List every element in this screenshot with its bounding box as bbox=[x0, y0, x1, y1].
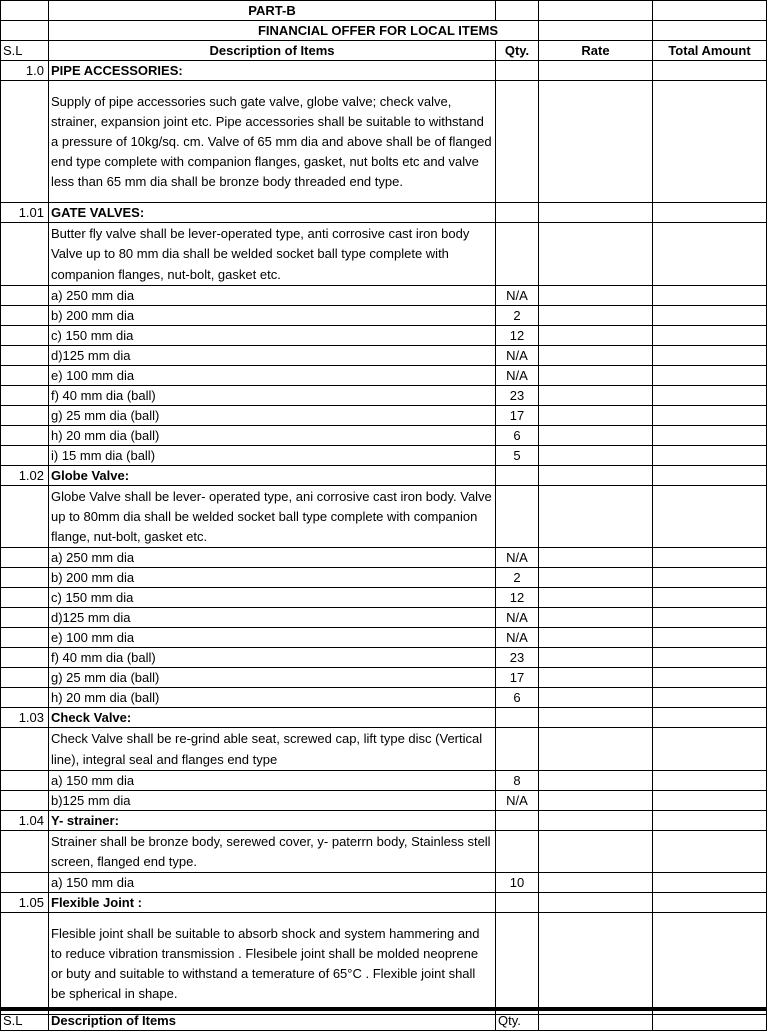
total-cell bbox=[653, 913, 767, 1015]
item-label: g) 25 mm dia (ball) bbox=[49, 405, 496, 425]
item-label: h) 20 mm dia (ball) bbox=[49, 425, 496, 445]
rate-cell bbox=[539, 770, 653, 790]
qty-cell: 12 bbox=[496, 588, 539, 608]
item-row bbox=[1, 873, 767, 893]
next-col-header-description: Description of Items bbox=[49, 1011, 496, 1031]
item-row bbox=[1, 608, 767, 628]
item-label: d)125 mm dia bbox=[49, 608, 496, 628]
rate-cell bbox=[539, 648, 653, 668]
rate-cell bbox=[539, 830, 653, 872]
total-cell bbox=[653, 385, 767, 405]
rate-cell bbox=[539, 485, 653, 548]
qty-cell: N/A bbox=[496, 608, 539, 628]
rate-cell bbox=[539, 728, 653, 770]
rate-cell bbox=[539, 568, 653, 588]
total-cell bbox=[653, 81, 767, 203]
page-title: FINANCIAL OFFER FOR LOCAL ITEMS bbox=[49, 21, 539, 41]
item-row bbox=[1, 568, 767, 588]
sl-cell bbox=[1, 830, 49, 872]
item-label: h) 20 mm dia (ball) bbox=[49, 688, 496, 708]
item-row bbox=[1, 628, 767, 648]
rate-cell bbox=[539, 893, 653, 913]
sl-cell bbox=[1, 648, 49, 668]
rate-cell bbox=[539, 345, 653, 365]
total-cell bbox=[653, 445, 767, 465]
section-title: Flexible Joint : bbox=[49, 893, 496, 913]
qty-cell bbox=[496, 485, 539, 548]
description-row bbox=[1, 485, 767, 548]
sl-cell bbox=[1, 728, 49, 770]
rate-cell bbox=[539, 790, 653, 810]
rate-cell bbox=[539, 445, 653, 465]
sl-cell bbox=[1, 873, 49, 893]
rate-cell bbox=[539, 61, 653, 81]
sl-cell bbox=[1, 770, 49, 790]
qty-cell bbox=[496, 203, 539, 223]
sl-cell bbox=[1, 568, 49, 588]
rate-cell bbox=[539, 668, 653, 688]
item-row bbox=[1, 285, 767, 305]
qty-cell: N/A bbox=[496, 285, 539, 305]
sl-cell: 1.03 bbox=[1, 708, 49, 728]
section-row bbox=[1, 708, 767, 728]
total-cell bbox=[653, 648, 767, 668]
sl-cell bbox=[1, 405, 49, 425]
item-label: f) 40 mm dia (ball) bbox=[49, 385, 496, 405]
rate-cell bbox=[539, 548, 653, 568]
sl-cell bbox=[1, 628, 49, 648]
total-cell bbox=[653, 810, 767, 830]
total-cell bbox=[653, 608, 767, 628]
item-label: c) 150 mm dia bbox=[49, 325, 496, 345]
qty-cell: 6 bbox=[496, 425, 539, 445]
item-label: g) 25 mm dia (ball) bbox=[49, 668, 496, 688]
total-cell bbox=[653, 628, 767, 648]
item-label: e) 100 mm dia bbox=[49, 628, 496, 648]
sl-cell bbox=[1, 345, 49, 365]
total-cell bbox=[653, 770, 767, 790]
item-label: c) 150 mm dia bbox=[49, 588, 496, 608]
total-cell bbox=[653, 365, 767, 385]
item-row bbox=[1, 668, 767, 688]
total-cell bbox=[653, 325, 767, 345]
rate-cell bbox=[539, 405, 653, 425]
sl-cell bbox=[1, 485, 49, 548]
total-cell bbox=[653, 568, 767, 588]
qty-cell: N/A bbox=[496, 790, 539, 810]
item-row bbox=[1, 790, 767, 810]
sl-cell: 1.05 bbox=[1, 893, 49, 913]
qty-cell bbox=[496, 893, 539, 913]
rate-cell bbox=[539, 628, 653, 648]
section-title: PIPE ACCESSORIES: bbox=[49, 61, 496, 81]
total-cell bbox=[653, 548, 767, 568]
item-description: Flesible joint shall be suitable to absorb shock and system hammering and to reduce vibration transmission . Flesibele joint shall be molded neoprene or buty and suitable to withstand a temerature of 65°C . Flexible joint shall be spherical in shape. bbox=[49, 913, 496, 1015]
item-row bbox=[1, 345, 767, 365]
sl-cell: 1.01 bbox=[1, 203, 49, 223]
description-row bbox=[1, 830, 767, 872]
rate-cell bbox=[539, 325, 653, 345]
qty-cell: N/A bbox=[496, 628, 539, 648]
item-description: Globe Valve shall be lever- operated type, ani corrosive cast iron body. Valve up to 80mm dia shall be welded socket ball type complete with companion flange, nut-bolt, gasket etc. bbox=[49, 485, 496, 548]
sl-cell bbox=[1, 668, 49, 688]
sl-cell bbox=[1, 588, 49, 608]
qty-cell: 10 bbox=[496, 873, 539, 893]
description-row bbox=[1, 728, 767, 770]
total-cell bbox=[653, 305, 767, 325]
item-label: a) 250 mm dia bbox=[49, 285, 496, 305]
qty-cell: N/A bbox=[496, 345, 539, 365]
item-label: b)125 mm dia bbox=[49, 790, 496, 810]
item-label: e) 100 mm dia bbox=[49, 365, 496, 385]
qty-cell bbox=[496, 728, 539, 770]
rate-cell bbox=[539, 425, 653, 445]
sl-cell: 1.02 bbox=[1, 465, 49, 485]
rate-cell bbox=[539, 203, 653, 223]
item-label: a) 150 mm dia bbox=[49, 770, 496, 790]
next-page-header bbox=[0, 1010, 767, 1031]
total-cell bbox=[653, 485, 767, 548]
section-row bbox=[1, 893, 767, 913]
item-label: b) 200 mm dia bbox=[49, 305, 496, 325]
total-cell bbox=[653, 285, 767, 305]
section-row bbox=[1, 465, 767, 485]
qty-cell: 23 bbox=[496, 385, 539, 405]
item-row bbox=[1, 445, 767, 465]
section-title: Check Valve: bbox=[49, 708, 496, 728]
qty-cell: 17 bbox=[496, 668, 539, 688]
description-row bbox=[1, 81, 767, 203]
total-cell bbox=[653, 203, 767, 223]
rate-cell bbox=[539, 305, 653, 325]
total-cell bbox=[653, 873, 767, 893]
qty-cell: 8 bbox=[496, 770, 539, 790]
qty-cell bbox=[496, 810, 539, 830]
rate-cell bbox=[539, 608, 653, 628]
qty-cell: 23 bbox=[496, 648, 539, 668]
rate-cell bbox=[539, 810, 653, 830]
qty-cell: 2 bbox=[496, 568, 539, 588]
item-label: f) 40 mm dia (ball) bbox=[49, 648, 496, 668]
rate-cell bbox=[539, 588, 653, 608]
item-description: Supply of pipe accessories such gate valve, globe valve; check valve, strainer, expansion joint etc. Pipe accessories shall be suitable to withstand a pressure of 10kg/sq. cm. Valve of 65 mm dia and above shall be of flanged end type complete with companion flanges, gasket, nut bolts etc and valve less than 65 mm dia shall be bronze body threaded end type. bbox=[49, 81, 496, 203]
qty-cell bbox=[496, 61, 539, 81]
sl-cell: 1.0 bbox=[1, 61, 49, 81]
rate-cell bbox=[539, 385, 653, 405]
total-cell bbox=[653, 728, 767, 770]
item-row bbox=[1, 548, 767, 568]
sl-cell bbox=[1, 688, 49, 708]
item-label: b) 200 mm dia bbox=[49, 568, 496, 588]
section-title: GATE VALVES: bbox=[49, 203, 496, 223]
sl-cell bbox=[1, 608, 49, 628]
rate-cell bbox=[539, 708, 653, 728]
item-label: a) 150 mm dia bbox=[49, 873, 496, 893]
total-cell bbox=[653, 345, 767, 365]
item-row bbox=[1, 405, 767, 425]
total-cell bbox=[653, 893, 767, 913]
section-row bbox=[1, 61, 767, 81]
item-row bbox=[1, 770, 767, 790]
qty-cell bbox=[496, 830, 539, 872]
rate-cell bbox=[539, 285, 653, 305]
item-row bbox=[1, 325, 767, 345]
rate-cell bbox=[539, 873, 653, 893]
sl-cell bbox=[1, 425, 49, 445]
total-cell bbox=[653, 405, 767, 425]
description-row bbox=[1, 223, 767, 286]
total-cell bbox=[653, 688, 767, 708]
qty-cell bbox=[496, 913, 539, 1015]
item-label: a) 250 mm dia bbox=[49, 548, 496, 568]
item-description: Butter fly valve shall be lever-operated type, anti corrosive cast iron body Valve up to 80 mm dia shall be welded socket ball type complete with companion flanges, nut-bolt, gasket etc. bbox=[49, 223, 496, 286]
rate-cell bbox=[539, 365, 653, 385]
rate-cell bbox=[539, 688, 653, 708]
item-label: i) 15 mm dia (ball) bbox=[49, 445, 496, 465]
sl-cell bbox=[1, 81, 49, 203]
item-row bbox=[1, 425, 767, 445]
section-title: Y- strainer: bbox=[49, 810, 496, 830]
sl-cell bbox=[1, 325, 49, 345]
item-row bbox=[1, 365, 767, 385]
total-cell bbox=[653, 708, 767, 728]
total-cell bbox=[653, 790, 767, 810]
qty-cell bbox=[496, 223, 539, 286]
qty-cell bbox=[496, 708, 539, 728]
total-cell bbox=[653, 588, 767, 608]
item-label: d)125 mm dia bbox=[49, 345, 496, 365]
qty-cell: 12 bbox=[496, 325, 539, 345]
sl-cell bbox=[1, 385, 49, 405]
sl-cell bbox=[1, 365, 49, 385]
section-title: Globe Valve: bbox=[49, 465, 496, 485]
item-row bbox=[1, 688, 767, 708]
sl-cell bbox=[1, 548, 49, 568]
sl-cell bbox=[1, 305, 49, 325]
total-cell bbox=[653, 465, 767, 485]
col-header-sl: S.L bbox=[1, 41, 49, 61]
section-row bbox=[1, 810, 767, 830]
item-row bbox=[1, 305, 767, 325]
next-col-header-sl: S.L bbox=[1, 1011, 49, 1031]
rate-cell bbox=[539, 913, 653, 1015]
item-row bbox=[1, 588, 767, 608]
sl-cell: 1.04 bbox=[1, 810, 49, 830]
rate-cell bbox=[539, 223, 653, 286]
qty-cell: N/A bbox=[496, 548, 539, 568]
total-cell bbox=[653, 668, 767, 688]
next-col-header-qty: Qty. bbox=[496, 1011, 539, 1031]
qty-cell bbox=[496, 465, 539, 485]
qty-cell: 6 bbox=[496, 688, 539, 708]
qty-cell: 5 bbox=[496, 445, 539, 465]
col-header-qty: Qty. bbox=[496, 41, 539, 61]
sl-cell bbox=[1, 223, 49, 286]
item-row bbox=[1, 385, 767, 405]
item-description: Strainer shall be bronze body, serewed cover, y- paterrn body, Stainless stell screen, flanged end type. bbox=[49, 830, 496, 872]
part-label: PART-B bbox=[49, 1, 496, 21]
sl-cell bbox=[1, 445, 49, 465]
sl-cell bbox=[1, 790, 49, 810]
qty-cell bbox=[496, 81, 539, 203]
total-cell bbox=[653, 223, 767, 286]
col-header-rate: Rate bbox=[539, 41, 653, 61]
qty-cell: N/A bbox=[496, 365, 539, 385]
description-row bbox=[1, 913, 767, 1015]
item-description: Check Valve shall be re-grind able seat, screwed cap, lift type disc (Vertical line), integral seal and flanges end type bbox=[49, 728, 496, 770]
qty-cell: 17 bbox=[496, 405, 539, 425]
qty-cell: 2 bbox=[496, 305, 539, 325]
sl-cell bbox=[1, 285, 49, 305]
total-cell bbox=[653, 425, 767, 445]
item-row bbox=[1, 648, 767, 668]
col-header-total: Total Amount bbox=[653, 41, 767, 61]
rate-cell bbox=[539, 465, 653, 485]
total-cell bbox=[653, 830, 767, 872]
rate-cell bbox=[539, 81, 653, 203]
col-header-description: Description of Items bbox=[49, 41, 496, 61]
total-cell bbox=[653, 61, 767, 81]
sl-cell bbox=[1, 913, 49, 1015]
section-row bbox=[1, 203, 767, 223]
